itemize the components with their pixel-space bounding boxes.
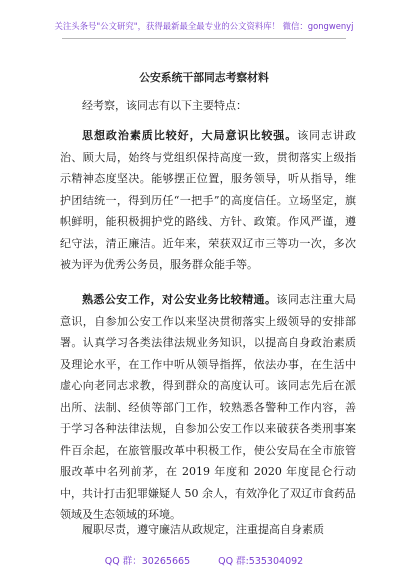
paragraph-body: 该同志讲政治、顾大局，始终与党组织保持高度一致，贯彻落实上级指示精神态度坚决。能够摆正位置，服务领导，听从指导，维护团结统一，得到历任“一把手”的高度信任。立场坚定，旗帜鲜明，能积极拥护党的路线、方针、政策。作风严谨，遵纪守法，清正廉洁。近年来，荣获双辽市三等功一次，多次被为评为优秀公务员，服务群众能手等。 <box>60 129 357 271</box>
document-title: 公安系统干部同志考察材料 <box>139 71 269 84</box>
footer-contacts <box>0 553 408 567</box>
intro-paragraph: 经考察，该同志有以下主要特点： <box>82 99 247 112</box>
footer-qq-group-1: QQ 群：30265665 <box>104 556 191 567</box>
header-notice: 关注头条号"公文研究"，获得最新最全最专业的公文资料库！ 微信：gongwenyj <box>54 21 354 31</box>
paragraph-body: 履职尽责，遵守廉洁从政规定，注重提高自身素质 <box>82 523 324 536</box>
paragraph-lead: 熟悉公安工作，对公安业务比较精通。 <box>82 293 277 306</box>
paragraph-political-quality <box>60 125 356 276</box>
paragraph-police-work <box>60 289 356 526</box>
paragraph-lead: 思想政治素质比较好，大局意识比较强。 <box>82 129 298 142</box>
paragraph-integrity <box>60 519 356 541</box>
header-divider <box>62 38 346 39</box>
footer-qq-group-2: QQ 群:535304092 <box>218 556 304 567</box>
paragraph-body: 该同志注重大局意识，自参加公安工作以来坚决贯彻落实上级领导的安排部署。认真学习各类法律法规业务知识，以提高自身政治素质及理论水平，在工作中听从领导指挥，依法办事，在生活中虚心向老同志求教，得到群众的高度认可。该同志先后在派出所、法制、经侦等部门工作，较熟悉各警种工作内容，善于学习各种法律法规，自参加公安工作以来破获各类刑事案件百余起，在旅管服改革中积极工作，使公安局在全市旅管服改革中名列前茅，在 2019 年度和 2020 年度昆仑行动中，共计打击犯罪嫌疑人 50 余人，有效净化了双辽市食药品领域及生态领域的环境。 <box>60 293 356 521</box>
